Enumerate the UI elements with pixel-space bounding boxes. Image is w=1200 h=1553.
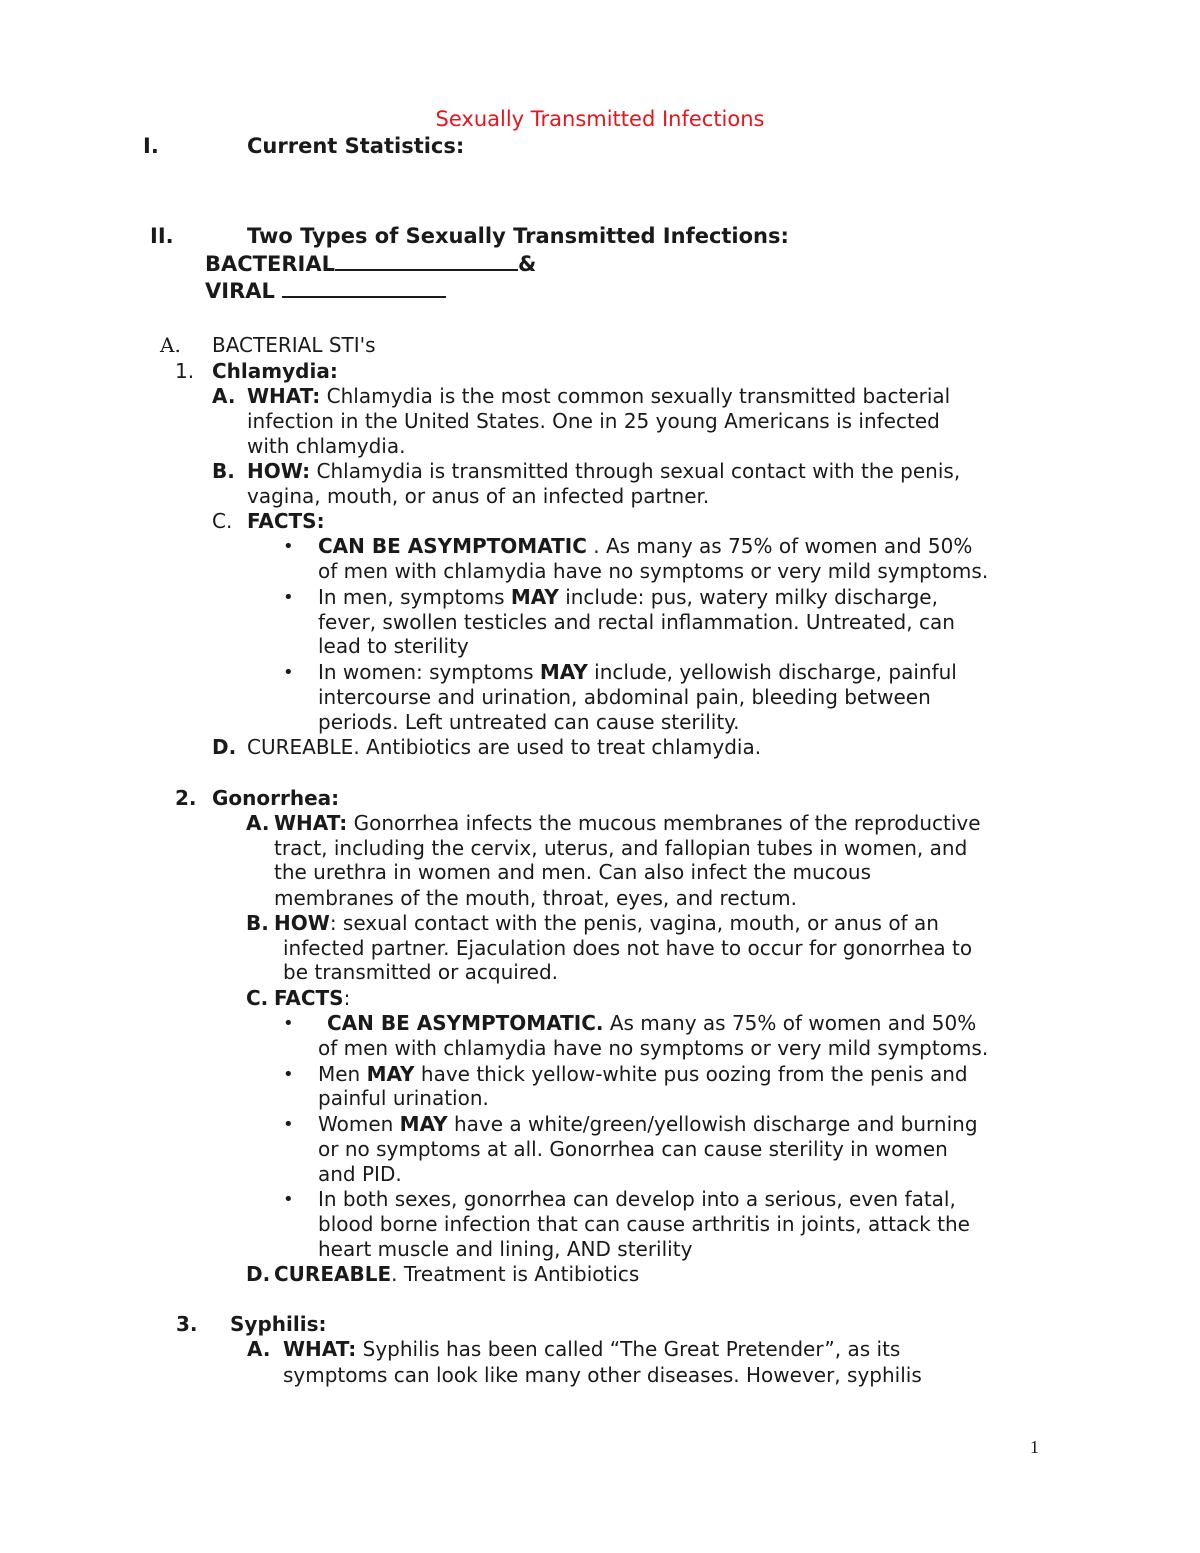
gonorrhea-bullet-3-line-2: or no symptoms at all. Gonorrhea can cause sterility in women: [318, 1137, 948, 1161]
gonorrhea-bullet-4-line-3: heart muscle and lining, AND sterility: [318, 1237, 693, 1261]
bullet-icon: •: [283, 587, 294, 608]
chlamydia-facts-key: FACTS:: [247, 509, 325, 533]
chlamydia-how-key: HOW:: [247, 459, 311, 483]
gonorrhea-how-label: B.: [246, 911, 269, 935]
chlamydia-bullet-2-line-2: fever, swollen testicles and rectal inflammation. Untreated, can: [318, 610, 955, 634]
gonorrhea-bullet-1-line-2: of men with chlamydia have no symptoms or very mild symptoms.: [318, 1036, 989, 1060]
gonorrhea-bullet-4-line-1: In both sexes, gonorrhea can develop into a serious, even fatal,: [318, 1187, 956, 1211]
bullet-icon: •: [283, 1013, 294, 1034]
chlamydia-bullet-2-line-3: lead to sterility: [318, 634, 469, 658]
chlamydia-number: 1.: [175, 359, 195, 383]
gonorrhea-bullet-3-line-1: Women MAY have a white/green/yellowish discharge and burning: [318, 1112, 978, 1136]
gonorrhea-what-line-2: tract, including the cervix, uterus, and fallopian tubes in women, and: [274, 836, 968, 860]
section-2-heading: Two Types of Sexually Transmitted Infections:: [247, 224, 789, 248]
bullet-icon: •: [283, 1064, 294, 1085]
syphilis-what-label: A.: [247, 1337, 271, 1361]
syphilis-heading: Syphilis:: [230, 1312, 327, 1336]
gonorrhea-bullet-2-line-1: Men MAY have thick yellow-white pus oozing from the penis and: [318, 1062, 968, 1086]
gonorrhea-what-label: A.: [246, 811, 270, 835]
chlamydia-bullet-3-line-1: In women: symptoms MAY include, yellowish discharge, painful: [318, 660, 957, 684]
chlamydia-how-label: B.: [212, 459, 235, 483]
gonorrhea-what-line-4: membranes of the mouth, throat, eyes, and rectum.: [274, 886, 797, 910]
bacterial-label: BACTERIAL: [205, 252, 335, 276]
gonorrhea-facts-line: FACTS:: [274, 986, 351, 1010]
chlamydia-what-line-1: WHAT: Chlamydia is the most common sexually transmitted bacterial: [247, 384, 951, 408]
chlamydia-what-line-3: with chlamydia.: [247, 434, 406, 458]
gonorrhea-bullet-2-line-2: painful urination.: [318, 1086, 489, 1110]
viral-label: VIRAL: [205, 279, 275, 303]
gonorrhea-bullet-4-line-2: blood borne infection that can cause arthritis in joints, attack the: [318, 1212, 970, 1236]
chlamydia-bullet-3-line-3: periods. Left untreated can cause sterility.: [318, 710, 740, 734]
viral-blank: [282, 278, 446, 298]
chlamydia-bullet-2-line-1: In men, symptoms MAY include: pus, watery milky discharge,: [318, 585, 938, 609]
gonorrhea-what-line-1: WHAT: Gonorrhea infects the mucous membranes of the reproductive: [274, 811, 981, 835]
gonorrhea-bullet-1-line-1: CAN BE ASYMPTOMATIC. As many as 75% of women and 50%: [327, 1011, 977, 1035]
gonorrhea-how-line-3: be transmitted or acquired.: [283, 960, 558, 984]
bullet-icon: •: [283, 662, 294, 683]
chlamydia-heading: Chlamydia:: [212, 359, 338, 383]
chlamydia-how-line-2: vagina, mouth, or anus of an infected partner.: [247, 484, 710, 508]
gonorrhea-cure-label: D.: [246, 1262, 271, 1286]
gonorrhea-number: 2.: [175, 786, 197, 810]
chlamydia-bullet-3-line-2: intercourse and urination, abdominal pain, bleeding between: [318, 685, 931, 709]
page-number: 1: [1030, 1437, 1039, 1457]
gonorrhea-how-line-1: HOW: sexual contact with the penis, vagina, mouth, or anus of an: [274, 911, 939, 935]
gonorrhea-cure-line: CUREABLE. Treatment is Antibiotics: [274, 1262, 640, 1286]
syphilis-what-line-2: symptoms can look like many other diseases. However, syphilis: [283, 1363, 922, 1387]
chlamydia-bullet-1-line-1: CAN BE ASYMPTOMATIC . As many as 75% of women and 50%: [318, 534, 973, 558]
chlamydia-facts-label: C.: [212, 509, 233, 533]
subsection-a-letter: A.: [160, 333, 181, 357]
bacterial-blank: [335, 251, 518, 271]
viral-line: [205, 278, 446, 304]
gonorrhea-what-line-3: the urethra in women and men. Can also infect the mucous: [274, 860, 871, 884]
gonorrhea-how-line-2: infected partner. Ejaculation does not have to occur for gonorrhea to: [283, 936, 973, 960]
chlamydia-what-key: WHAT:: [247, 384, 321, 408]
bullet-icon: •: [283, 1114, 294, 1135]
section-1-heading: Current Statistics:: [247, 134, 465, 158]
subsection-a-heading: BACTERIAL STI's: [212, 333, 376, 357]
chlamydia-what-line-2: infection in the United States. One in 25 young Americans is infected: [247, 409, 940, 433]
ampersand: &: [517, 252, 537, 276]
chlamydia-cure-line: CUREABLE. Antibiotics are used to treat chlamydia.: [247, 735, 762, 759]
chlamydia-how-line-1: HOW: Chlamydia is transmitted through sexual contact with the penis,: [247, 459, 961, 483]
chlamydia-what-label: A.: [212, 384, 236, 408]
section-2-number: II.: [150, 224, 174, 248]
gonorrhea-heading: Gonorrhea:: [212, 786, 340, 810]
bullet-icon: •: [283, 1189, 294, 1210]
chlamydia-cure-label: D.: [212, 735, 237, 759]
syphilis-what-line-1: WHAT: Syphilis has been called “The Great Pretender”, as its: [283, 1337, 901, 1361]
bullet-icon: •: [283, 536, 294, 557]
gonorrhea-bullet-3-line-3: and PID.: [318, 1162, 402, 1186]
document-title: Sexually Transmitted Infections: [435, 107, 765, 131]
syphilis-number: 3.: [176, 1312, 198, 1336]
gonorrhea-facts-label: C.: [246, 986, 269, 1010]
chlamydia-bullet-1-line-2: of men with chlamydia have no symptoms or very mild symptoms.: [318, 559, 989, 583]
bacterial-line: [205, 251, 536, 277]
section-1-number: I.: [143, 134, 159, 158]
